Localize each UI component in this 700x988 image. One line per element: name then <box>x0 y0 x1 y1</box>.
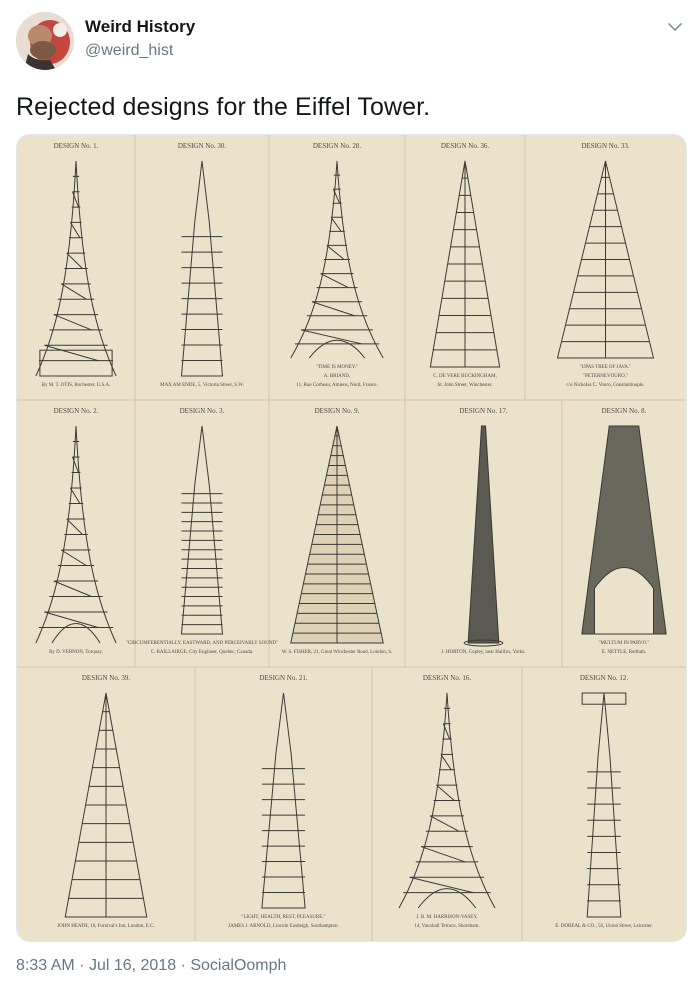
separator: · <box>79 957 85 974</box>
chevron-down-icon[interactable] <box>666 18 684 36</box>
design-number-label: DESIGN No. 8. <box>601 407 647 415</box>
display-name[interactable]: Weird History <box>85 17 196 36</box>
design-number-label: DESIGN No. 2. <box>53 407 99 415</box>
design-caption: MAX AM ENDE, 5, Victoria Street, S.W. <box>160 383 244 388</box>
design-number-label: DESIGN No. 36. <box>440 142 490 150</box>
tweet-footer <box>16 957 286 975</box>
design-caption: J. B. M. HARRISON-VASEY, <box>416 915 478 920</box>
design-number-label: DESIGN No. 17. <box>459 407 508 415</box>
design-number-label: DESIGN No. 33. <box>581 142 630 150</box>
tweet-text: Rejected designs for the Eiffel Tower. <box>16 93 431 121</box>
design-number-label: DESIGN No. 39. <box>81 674 131 682</box>
design-caption: St. John Street, Winchester. <box>437 383 493 388</box>
design-number-label: DESIGN No. 3. <box>179 407 225 415</box>
design-caption: JOHN HEATH, 16, Furnival's Inn, London, E.C. <box>57 924 155 929</box>
separator: · <box>180 957 186 974</box>
avatar[interactable] <box>16 12 74 70</box>
design-caption: J. HORTON, Copley, near Halifax, Yorks. <box>441 650 526 655</box>
design-caption: By D. VERNON, Torquay. <box>49 650 103 655</box>
design-caption: "CIRCUMFERENTIALLY, EASTWARD, AND PERCEIVABLY SOUND" <box>125 641 279 646</box>
design-caption: A. BRIAND, <box>323 374 351 379</box>
design-caption: "TIME IS MONEY." <box>315 365 359 370</box>
design-number-label: DESIGN No. 1. <box>53 142 99 150</box>
tweet-time[interactable]: 8:33 AM <box>16 957 75 974</box>
design-number-label: DESIGN No. 21. <box>259 674 308 682</box>
tweet-date[interactable]: Jul 16, 2018 <box>88 957 177 974</box>
design-number-label: DESIGN No. 9. <box>314 407 360 415</box>
tweet-source[interactable]: SocialOomph <box>190 957 287 974</box>
design-caption: By M. T. OTIS, Rochester, U.S.A. <box>41 383 111 388</box>
design-caption: JAMES J. ARNOLD, Lincoln Eastleigh, Southampton. <box>228 924 339 929</box>
design-caption: c/o Nicholas C. Vouro, Constantinople. <box>566 383 645 388</box>
design-caption: 11, Rue Corbeau, Amiens, Nord, France. <box>296 383 378 388</box>
design-caption: C. DE VERE BUCKINGHAM, <box>433 374 497 379</box>
design-caption: "PETERNEVOURO," <box>582 374 629 379</box>
design-caption: E. DOREAL & CO., 56, Union Street, Leicester. <box>555 924 653 929</box>
design-caption: "UPAS TREE OF JAVA." <box>579 365 632 370</box>
eiffel-designs-illustration <box>17 135 686 941</box>
design-number-label: DESIGN No. 12. <box>579 674 629 682</box>
design-number-label: DESIGN No. 28. <box>312 142 362 150</box>
account-handle[interactable]: @weird_hist <box>85 42 174 59</box>
design-caption: C. BAILLAIRGE, City Engineer, Quebec, Canada. <box>150 650 254 655</box>
design-number-label: DESIGN No. 16. <box>422 674 472 682</box>
avatar-photo-icon <box>16 12 74 70</box>
design-number-label: DESIGN No. 30. <box>177 142 227 150</box>
design-caption: "MULTUM IN PARVO." <box>598 641 650 646</box>
tweet-image[interactable] <box>16 134 687 942</box>
design-caption: "LIGHT, HEALTH, REST, PLEASURE." <box>241 915 326 920</box>
tweet-header <box>16 12 684 72</box>
design-caption: E. NETTLE, Redruth. <box>601 650 647 655</box>
design-caption: 14, Vauxhall Terrace, Shoreham. <box>414 924 480 929</box>
design-caption: W. S. FISHER, 21, Great Winchester Road, London, S. <box>281 650 393 655</box>
